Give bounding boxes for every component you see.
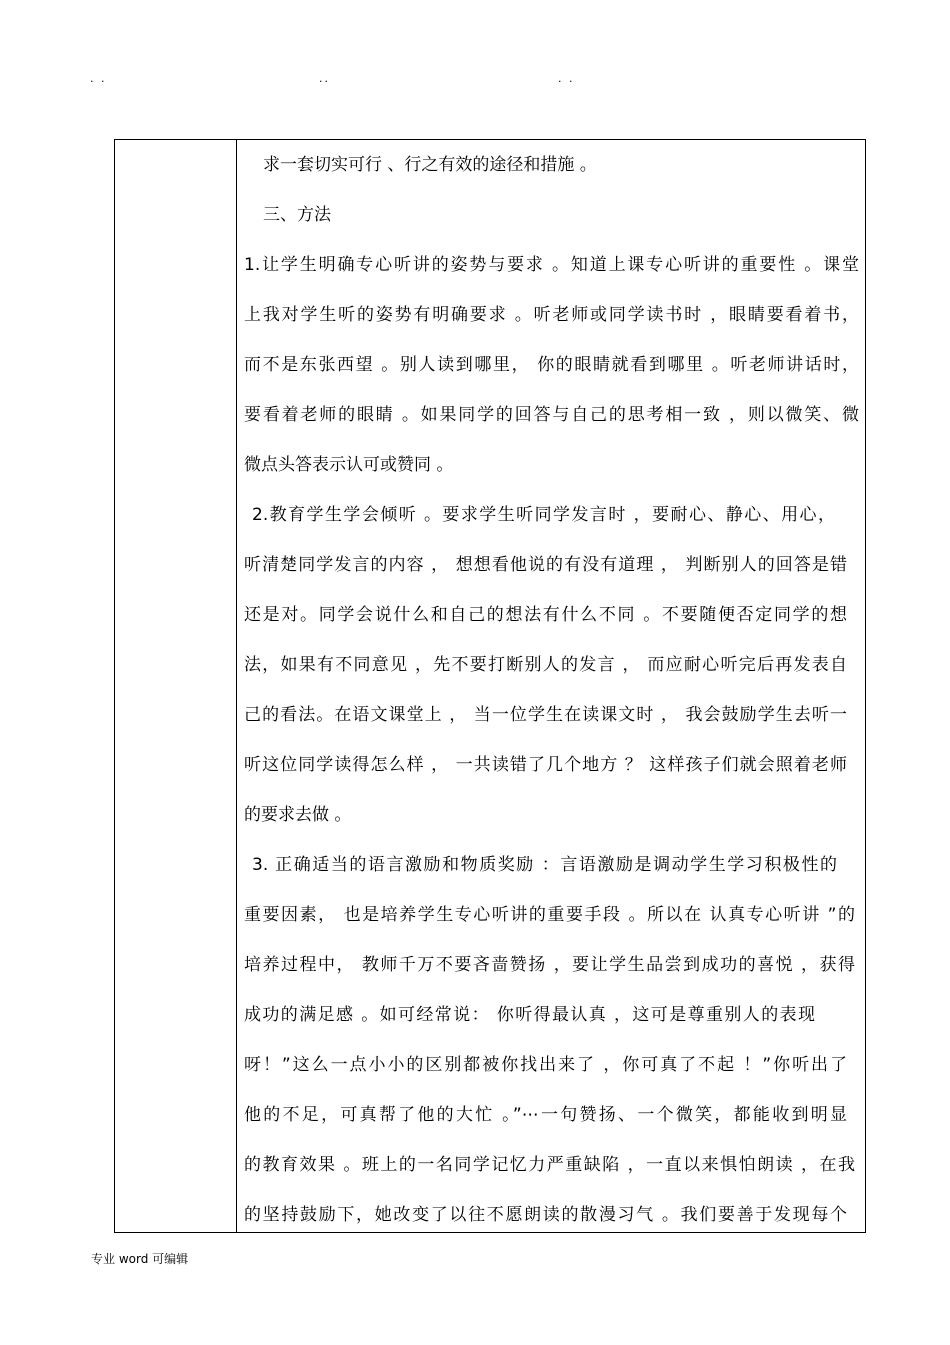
text-line: 重要因素， 也是培养学生专心听讲的重要手段 。所以在 认真专心听讲 ”的 — [244, 905, 855, 925]
text-line: 他的不足，可真帮了他的大忙 。”⋯一句赞扬、一个微笑，都能收到明显 — [244, 1105, 847, 1125]
text-line: 听这位同学读得怎么样 ， 一共读错了几个地方 ？ 这样孩子们就会照着老师 — [244, 755, 847, 775]
text-line: 要看着老师的眼睛 。如果同学的回答与自己的思考相一致 ，则以微笑、微 — [244, 405, 859, 425]
text-line: 呀！”这么一点小小的区别都被你找出来了 ，你可真了不起 ！”你听出了 — [244, 1055, 847, 1075]
text-line: 1.让学生明确专心听讲的姿势与要求 。知道上课专心听讲的重要性 。课堂 — [244, 255, 859, 275]
table-content-cell — [236, 140, 865, 1232]
section-heading: 三、方法 — [263, 205, 331, 225]
footer-note: 专业 word 可编辑 — [91, 1252, 189, 1266]
text-line: 微点头答表示认可或赞同 。 — [244, 455, 454, 475]
header-marks — [0, 72, 950, 88]
text-line: 的教育效果 。班上的一名同学记忆力严重缺陷 ，一直以来惧怕朗读 ，在我 — [244, 1155, 855, 1175]
text-line: 的要求去做 。 — [244, 805, 352, 825]
text-line: 听清楚同学发言的内容 ， 想想看他说的有没有道理 ， 判断别人的回答是错 — [244, 555, 847, 575]
text-line: 还是对。同学会说什么和自己的想法有什么不同 。不要随便否定同学的想 — [244, 605, 847, 625]
header-dots-left: . . — [90, 72, 107, 85]
header-dots-right: . . — [558, 72, 575, 85]
text-line: 3. 正确适当的语言激励和物质奖励 ：言语激励是调动学生学习积极性的 — [252, 855, 837, 875]
text-line: 法，如果有不同意见 ，先不要打断别人的发言 ， 而应耐心听完后再发表自 — [244, 655, 847, 675]
text-line: 上我对学生听的姿势有明确要求 。听老师或同学读书时 ，眼睛要看着书， — [244, 305, 859, 325]
document-table — [114, 139, 866, 1233]
text-line: 2.教育学生学会倾听 。要求学生听同学发言时 ，要耐心、静心、用心， — [252, 505, 835, 525]
text-line: 而不是东张西望 。别人读到哪里， 你的眼睛就看到哪里 。听老师讲话时， — [244, 355, 859, 375]
text-line: 培养过程中， 教师千万不要吝啬赞扬 ，要让学生品尝到成功的喜悦 ，获得 — [244, 955, 855, 975]
table-left-column — [115, 140, 237, 1232]
text-line: 成功的满足感 。如可经常说： 你听得最认真 ，这可是尊重别人的表现 — [244, 1005, 815, 1025]
text-line: 的坚持鼓励下，她改变了以往不愿朗读的散漫习气 。我们要善于发现每个 — [244, 1205, 847, 1225]
text-line: 求一套切实可行 、行之有效的途径和措施 。 — [263, 155, 597, 175]
text-line: 己的看法。在语文课堂上 ， 当一位学生在读课文时 ， 我会鼓励学生去听一 — [244, 705, 847, 725]
header-dots-mid: .. — [319, 72, 330, 85]
